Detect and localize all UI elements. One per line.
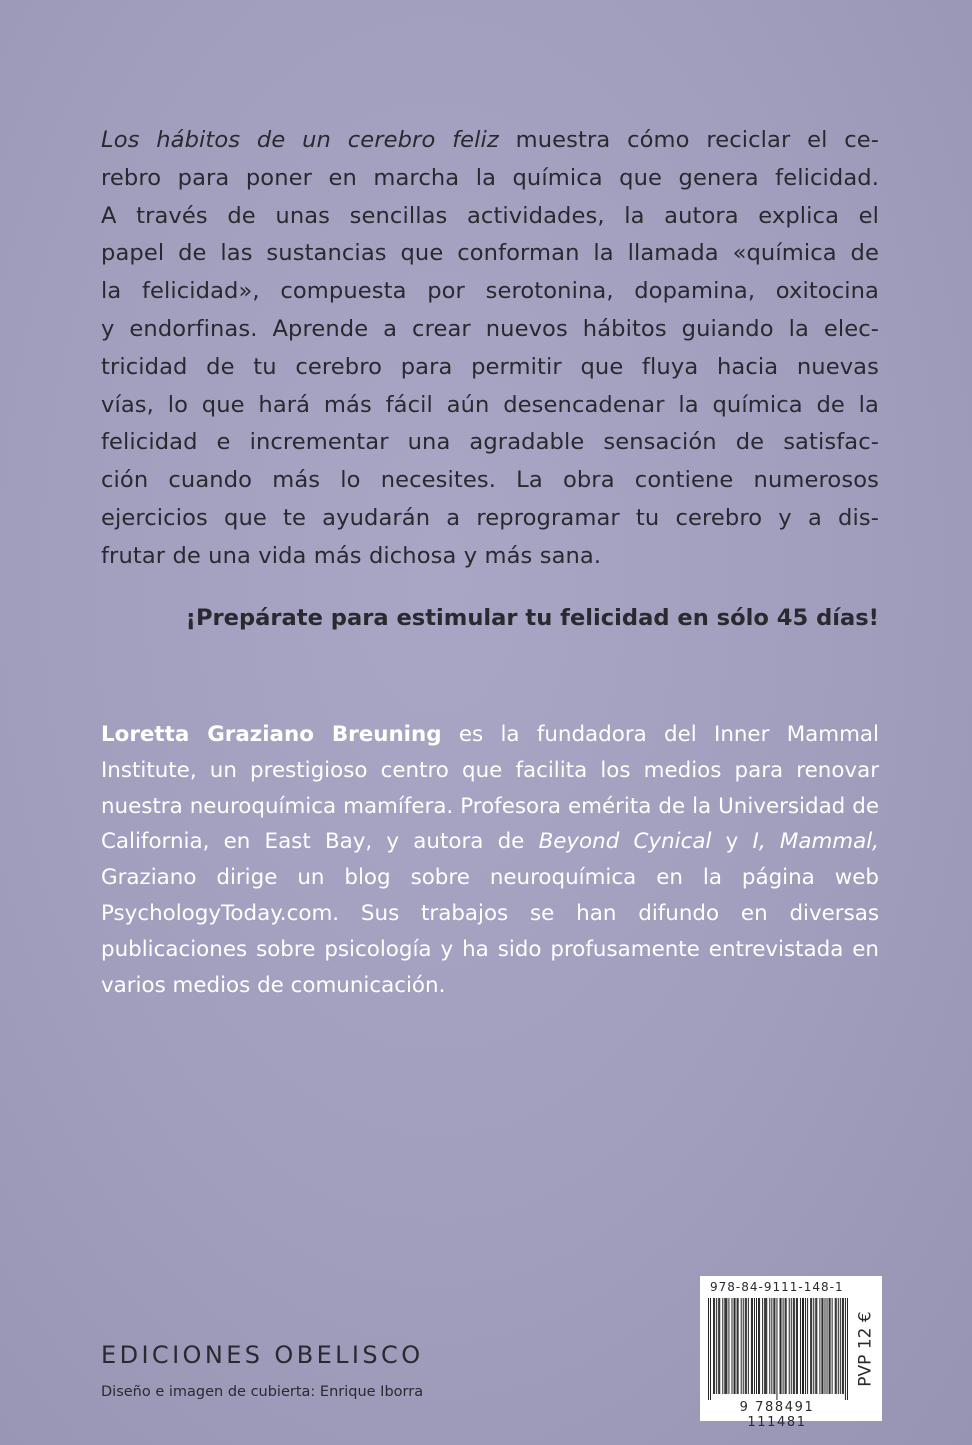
barcode-bar xyxy=(766,1298,767,1394)
barcode-bar xyxy=(734,1298,735,1394)
barcode-bar xyxy=(829,1298,830,1394)
description-line: rebro para poner en marcha la química que genera felicidad. xyxy=(101,164,879,191)
barcode-bar xyxy=(776,1298,777,1400)
barcode-bar xyxy=(793,1298,794,1394)
barcode-bar xyxy=(741,1298,742,1394)
barcode-bar xyxy=(835,1298,836,1394)
barcode-bar xyxy=(722,1298,723,1394)
barcode-bar xyxy=(827,1298,828,1394)
barcode-bar xyxy=(756,1298,757,1394)
barcode-bar xyxy=(796,1298,797,1394)
barcode-bar xyxy=(825,1298,826,1394)
barcode-bar xyxy=(719,1298,720,1394)
barcode-bar xyxy=(710,1298,711,1400)
barcode-bar xyxy=(813,1298,814,1394)
barcode-bar xyxy=(816,1298,817,1394)
barcode-bar xyxy=(759,1298,760,1394)
barcode-bar xyxy=(735,1298,736,1394)
book-beyond-cynical: Beyond Cynical xyxy=(538,829,712,855)
barcode-bar xyxy=(758,1298,759,1394)
barcode-bar xyxy=(725,1298,726,1394)
barcode-bar xyxy=(819,1298,820,1394)
barcode-bar xyxy=(832,1298,833,1394)
bio-text: Graziano dirige un blog sobre neuroquímica en la página web PsychologyToday.com. Sus trabajos se han difundo en diversas publicaciones sobre psicología y ha sido profusamente entrevistada en varios medios de comunicación. xyxy=(101,865,879,998)
barcode-bar xyxy=(789,1298,790,1394)
description-line-1-rest: muestra cómo reciclar el ce- xyxy=(498,127,879,153)
description-line: papel de las sustancias que conforman la llamada «química de xyxy=(101,240,879,267)
barcode-bar xyxy=(738,1298,739,1394)
barcode-bar xyxy=(842,1298,843,1394)
description-line: vías, lo que hará más fácil aún desencadenar la química de la xyxy=(101,391,879,418)
cover-credit: Diseño e imagen de cubierta: Enrique Iborra xyxy=(101,1384,424,1400)
barcode-bar xyxy=(743,1298,744,1394)
barcode-bar xyxy=(810,1298,811,1394)
barcode-bar xyxy=(780,1298,781,1394)
price-tag xyxy=(850,1276,882,1421)
barcode-icon xyxy=(708,1298,848,1400)
tagline: ¡Prepárate para estimular tu felicidad en sólo 45 días! xyxy=(185,605,879,631)
barcode-bar xyxy=(713,1298,714,1394)
barcode-bar xyxy=(802,1298,803,1394)
barcode-bar xyxy=(724,1298,725,1394)
barcode-bar xyxy=(781,1298,782,1394)
price-label: PVP 12 € xyxy=(856,1310,877,1387)
barcode-bar xyxy=(845,1298,846,1400)
description-line: ción cuando más lo necesites. La obra contiene numerosos xyxy=(101,467,879,494)
barcode-bar xyxy=(718,1298,719,1394)
barcode-bar xyxy=(822,1298,823,1394)
barcode-bar xyxy=(815,1298,816,1394)
description-line: y endorfinas. Aprende a crear nuevos hábitos guiando la elec- xyxy=(101,315,879,342)
description-line-1 xyxy=(101,122,879,160)
barcode-bar xyxy=(728,1298,729,1394)
barcode-bar xyxy=(811,1298,812,1394)
barcode-bar xyxy=(708,1298,709,1400)
barcode-bar xyxy=(773,1298,774,1394)
description-line: ejercicios que te ayudarán a reprogramar tu cerebro y a dis- xyxy=(101,504,879,531)
publisher-name: EDICIONES OBELISCO xyxy=(101,1341,424,1369)
barcode-bar xyxy=(830,1298,831,1394)
description-line: tricidad de tu cerebro para permitir que fluya hacia nuevas xyxy=(101,353,879,380)
author-name: Loretta Graziano Breuning xyxy=(101,722,442,747)
barcode-bar xyxy=(791,1298,792,1394)
barcode-bar xyxy=(746,1298,747,1394)
barcode-bar xyxy=(714,1298,715,1394)
barcode-bar xyxy=(751,1298,752,1394)
barcode-bar xyxy=(774,1298,775,1394)
barcode-bar xyxy=(786,1298,787,1394)
barcode-bar xyxy=(769,1298,770,1394)
barcode-bar xyxy=(821,1298,822,1394)
barcode-bar xyxy=(838,1298,839,1394)
barcode-bar xyxy=(765,1298,766,1394)
barcode-bar xyxy=(840,1298,841,1394)
barcode-bar xyxy=(745,1298,746,1394)
barcode-bar xyxy=(748,1298,749,1394)
barcode-bar xyxy=(754,1298,755,1394)
barcode-bar xyxy=(836,1298,837,1394)
barcode-bar xyxy=(797,1298,798,1394)
barcode-bar xyxy=(752,1298,753,1394)
barcode-bar xyxy=(771,1298,772,1394)
barcode-bar xyxy=(807,1298,808,1394)
barcode-bar xyxy=(847,1298,848,1400)
book-description xyxy=(101,122,879,576)
barcode-bar xyxy=(764,1298,765,1394)
description-line: felicidad e incrementar una agradable sensación de satisfac- xyxy=(101,429,879,456)
barcode-bar xyxy=(785,1298,786,1394)
description-line: frutar de una vida más dichosa y más sana. xyxy=(101,542,602,569)
isbn-number: 978-84-9111-148-1 xyxy=(710,1280,844,1294)
barcode-bar xyxy=(732,1298,733,1394)
description-line: A través de unas sencillas actividades, la autora explica el xyxy=(101,202,879,229)
bio-text: es la fundadora del Inner Mammal Institute, un prestigioso centro que facilita los medios para renovar nuestra neuroquímica mamífera. Profesora emérita de la Universidad de California, en East Bay, y autora de xyxy=(101,722,879,855)
barcode-bar xyxy=(726,1298,727,1394)
barcode-bar xyxy=(800,1298,801,1394)
barcode-bar xyxy=(716,1298,717,1394)
barcode-label xyxy=(700,1276,882,1430)
barcode-bar xyxy=(783,1298,784,1394)
barcode-digits: 9 788491 111481 xyxy=(739,1400,815,1430)
barcode-bar xyxy=(805,1298,806,1394)
barcode-bar xyxy=(794,1298,795,1394)
barcode-bar xyxy=(803,1298,804,1394)
author-bio xyxy=(101,717,879,1003)
author-bio-text xyxy=(101,717,879,1003)
barcode-bar xyxy=(843,1298,844,1394)
book-title: Los hábitos de un cerebro feliz xyxy=(101,127,499,153)
bio-text: y xyxy=(711,829,753,855)
barcode-bar xyxy=(762,1298,763,1394)
description-line: la felicidad», compuesta por serotonina, dopamina, oxitocina xyxy=(101,278,879,305)
barcode-bar xyxy=(737,1298,738,1394)
book-i-mammal: I, Mammal, xyxy=(752,829,879,855)
